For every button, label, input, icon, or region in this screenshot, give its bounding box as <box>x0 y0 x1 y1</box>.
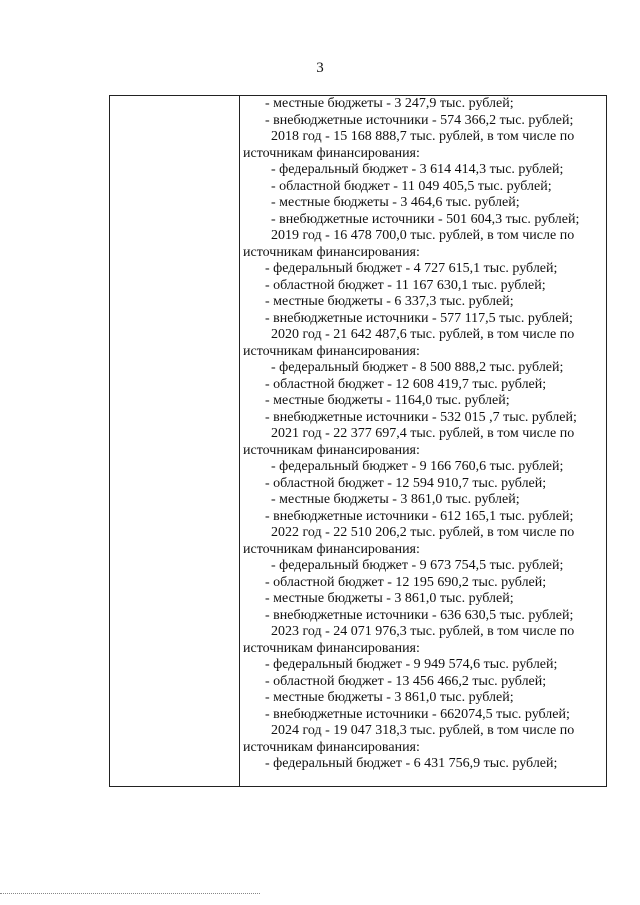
text-line: - внебюджетные источники - 577 117,5 тыс. рублей; <box>265 310 573 326</box>
text-line: - внебюджетные источники - 574 366,2 тыс. рублей; <box>265 112 574 128</box>
text-line: - областной бюджет - 11 167 630,1 тыс. рублей; <box>265 277 546 293</box>
text-line: - областной бюджет - 13 456 466,2 тыс. рублей; <box>265 673 547 689</box>
text-line: - местные бюджеты - 3 247,9 тыс. рублей; <box>265 96 514 111</box>
text-line: - областной бюджет - 12 594 910,7 тыс. рублей; <box>265 475 547 491</box>
text-line: - внебюджетные источники - 501 604,3 тыс. рублей; <box>271 211 580 227</box>
text-line: источникам финансирования: <box>243 541 420 557</box>
text-line: - внебюджетные источники - 532 015 ,7 тыс. рублей; <box>265 409 577 425</box>
text-line: - местные бюджеты - 3 861,0 тыс. рублей; <box>271 492 520 507</box>
text-line: - внебюджетные источники - 612 165,1 тыс. рублей; <box>265 508 574 524</box>
text-line: - областной бюджет - 12 195 690,2 тыс. рублей; <box>265 574 547 590</box>
page-number: 3 <box>316 60 324 76</box>
text-line: - областной бюджет - 12 608 419,7 тыс. рублей; <box>265 376 547 392</box>
text-line: источникам финансирования: <box>243 343 420 359</box>
text-line: 2021 год - 22 377 697,4 тыс. рублей, в том числе по <box>271 426 575 441</box>
text-line: 2023 год - 24 071 976,3 тыс. рублей, в том числе по <box>271 624 575 639</box>
text-line: - федеральный бюджет - 3 614 414,3 тыс. рублей; <box>271 162 564 177</box>
funding-text-cell <box>240 96 606 786</box>
text-line: - областной бюджет - 11 049 405,5 тыс. рублей; <box>271 178 552 194</box>
text-line: 2018 год - 15 168 888,7 тыс. рублей, в том числе по <box>271 129 575 144</box>
text-line: - федеральный бюджет - 4 727 615,1 тыс. рублей; <box>265 261 558 276</box>
text-line: 2020 год - 21 642 487,6 тыс. рублей, в том числе по <box>271 327 575 342</box>
text-line: - федеральный бюджет - 9 949 574,6 тыс. рублей; <box>265 657 558 672</box>
text-line: источникам финансирования: <box>243 442 420 458</box>
text-line: источникам финансирования: <box>243 244 420 260</box>
text-line: - местные бюджеты - 1164,0 тыс. рублей; <box>265 393 510 408</box>
text-line: - внебюджетные источники - 662074,5 тыс. рублей; <box>265 706 570 722</box>
text-line: источникам финансирования: <box>243 739 420 755</box>
text-line: 2022 год - 22 510 206,2 тыс. рублей, в том числе по <box>271 525 575 540</box>
text-line: 2019 год - 16 478 700,0 тыс. рублей, в том числе по <box>271 228 575 243</box>
text-line: - федеральный бюджет - 9 673 754,5 тыс. рублей; <box>271 558 564 573</box>
text-line: - местные бюджеты - 3 464,6 тыс. рублей; <box>271 195 520 210</box>
text-line: - местные бюджеты - 6 337,3 тыс. рублей; <box>265 294 514 309</box>
funding-table <box>109 95 607 787</box>
text-line: - местные бюджеты - 3 861,0 тыс. рублей; <box>265 690 514 705</box>
text-line: - федеральный бюджет - 9 166 760,6 тыс. рублей; <box>271 459 564 474</box>
text-line: 2024 год - 19 047 318,3 тыс. рублей, в том числе по <box>271 723 575 738</box>
text-line: - внебюджетные источники - 636 630,5 тыс. рублей; <box>265 607 574 623</box>
text-line: источникам финансирования: <box>243 640 420 656</box>
text-line: источникам финансирования: <box>243 145 420 161</box>
footer-rule <box>0 893 260 894</box>
text-line: - федеральный бюджет - 8 500 888,2 тыс. рублей; <box>271 360 564 375</box>
text-line: - федеральный бюджет - 6 431 756,9 тыс. рублей; <box>265 756 558 771</box>
text-line: - местные бюджеты - 3 861,0 тыс. рублей; <box>265 591 514 606</box>
